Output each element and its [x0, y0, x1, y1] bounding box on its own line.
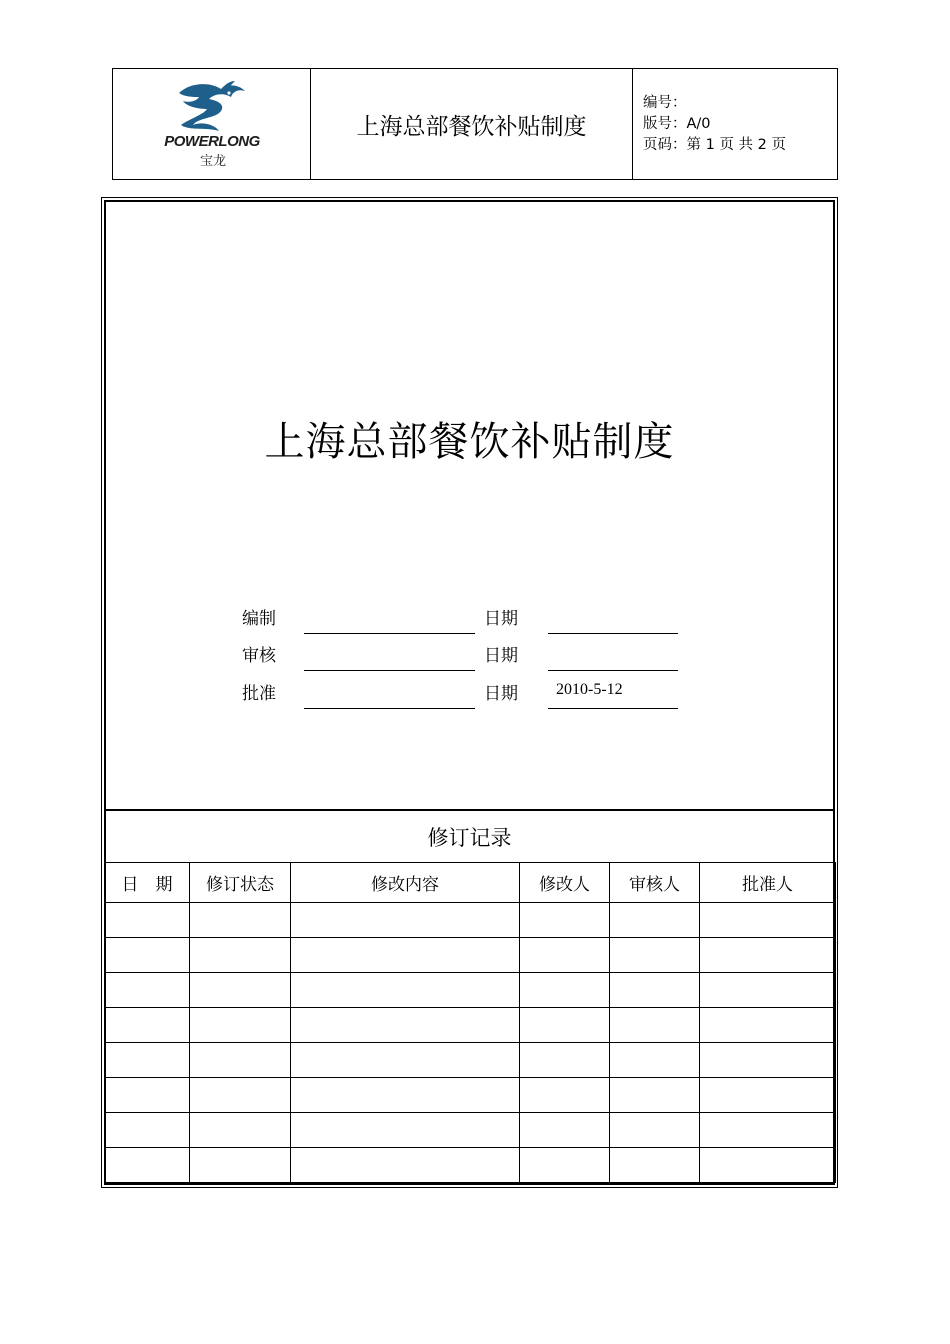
table-cell: [190, 938, 291, 973]
logo-chinese-name: 宝龙: [199, 154, 226, 169]
header-title: 上海总部餐饮补贴制度: [311, 69, 633, 179]
document-header: [112, 68, 838, 180]
table-cell: [105, 903, 190, 938]
revision-header-row: [105, 863, 836, 903]
signoff-date-line: [548, 633, 678, 634]
revision-table: [104, 862, 836, 1183]
table-cell: [291, 1008, 520, 1043]
table-cell: [105, 1148, 190, 1183]
signoff-date-line: [548, 670, 678, 671]
table-cell: [190, 1008, 291, 1043]
signoff-signature-line: [304, 670, 475, 671]
document-meta: [633, 69, 837, 179]
column-header-approver: 批准人: [700, 863, 836, 903]
column-header-date: 日 期: [105, 863, 190, 903]
table-cell: [105, 1043, 190, 1078]
table-cell: [520, 938, 610, 973]
table-cell: [520, 903, 610, 938]
table-cell: [610, 1008, 700, 1043]
table-cell: [291, 1148, 520, 1183]
table-cell: [700, 938, 836, 973]
table-cell: [291, 903, 520, 938]
column-header-modifier: 修改人: [520, 863, 610, 903]
signoff-date-label: 日期: [484, 646, 518, 666]
cover-section: [104, 200, 835, 810]
table-cell: [520, 973, 610, 1008]
table-cell: [105, 1078, 190, 1113]
table-cell: [520, 1148, 610, 1183]
signoff-row-approved: [104, 677, 835, 707]
table-cell: [291, 1113, 520, 1148]
table-cell: [105, 938, 190, 973]
signoff-signature-line: [304, 633, 475, 634]
table-cell: [520, 1008, 610, 1043]
table-cell: [105, 1113, 190, 1148]
table-cell: [700, 1078, 836, 1113]
signoff-role: 审核: [242, 646, 276, 666]
table-cell: [190, 1148, 291, 1183]
table-cell: [190, 1043, 291, 1078]
table-row: [105, 903, 836, 938]
table-cell: [190, 973, 291, 1008]
signoff-date-label: 日期: [484, 684, 518, 704]
doc-page: 页码：第 1 页 共 2 页: [643, 136, 786, 153]
table-cell: [610, 1113, 700, 1148]
cover-title: 上海总部餐饮补贴制度: [264, 419, 675, 465]
signoff-row-reviewed: [104, 639, 835, 669]
table-cell: [520, 1113, 610, 1148]
table-cell: [190, 1078, 291, 1113]
table-cell: [291, 1078, 520, 1113]
column-header-status: 修订状态: [190, 863, 291, 903]
table-cell: [700, 1148, 836, 1183]
table-row: [105, 1113, 836, 1148]
table-cell: [700, 1008, 836, 1043]
table-cell: [610, 973, 700, 1008]
column-header-reviewer: 审核人: [610, 863, 700, 903]
signoff-row-prepared: [104, 602, 835, 632]
section-divider: [104, 809, 835, 811]
revision-rows: [105, 903, 836, 1183]
table-cell: [190, 1113, 291, 1148]
table-row: [105, 1043, 836, 1078]
table-row: [105, 1148, 836, 1183]
signoff-role: 编制: [242, 609, 276, 629]
table-cell: [291, 1043, 520, 1078]
signoff-signature-line: [304, 708, 475, 709]
revision-title: 修订记录: [427, 826, 512, 850]
table-row: [105, 1078, 836, 1113]
signoff-date-label: 日期: [484, 609, 518, 629]
signoff-date-line: [548, 708, 678, 709]
table-cell: [610, 903, 700, 938]
table-cell: [700, 1043, 836, 1078]
table-cell: [105, 1008, 190, 1043]
table-row: [105, 973, 836, 1008]
table-cell: [190, 903, 291, 938]
logo-wordmark: POWERLONG: [164, 133, 260, 150]
table-cell: [610, 1043, 700, 1078]
table-cell: [700, 973, 836, 1008]
table-cell: [700, 1113, 836, 1148]
column-header-content: 修改内容: [291, 863, 520, 903]
dragon-logo-icon: [159, 79, 259, 135]
table-cell: [105, 973, 190, 1008]
table-cell: [700, 903, 836, 938]
table-row: [105, 1008, 836, 1043]
table-cell: [520, 1043, 610, 1078]
table-row: [105, 938, 836, 973]
doc-version: 版号：A/0: [643, 115, 711, 132]
doc-number: 编号：: [643, 94, 687, 111]
table-cell: [291, 938, 520, 973]
table-cell: [291, 973, 520, 1008]
signoff-role: 批准: [242, 684, 276, 704]
signoff-date-value: 2010-5-12: [556, 681, 623, 698]
logo-cell: [113, 69, 311, 179]
table-cell: [610, 1078, 700, 1113]
table-cell: [610, 938, 700, 973]
table-cell: [610, 1148, 700, 1183]
table-cell: [520, 1078, 610, 1113]
